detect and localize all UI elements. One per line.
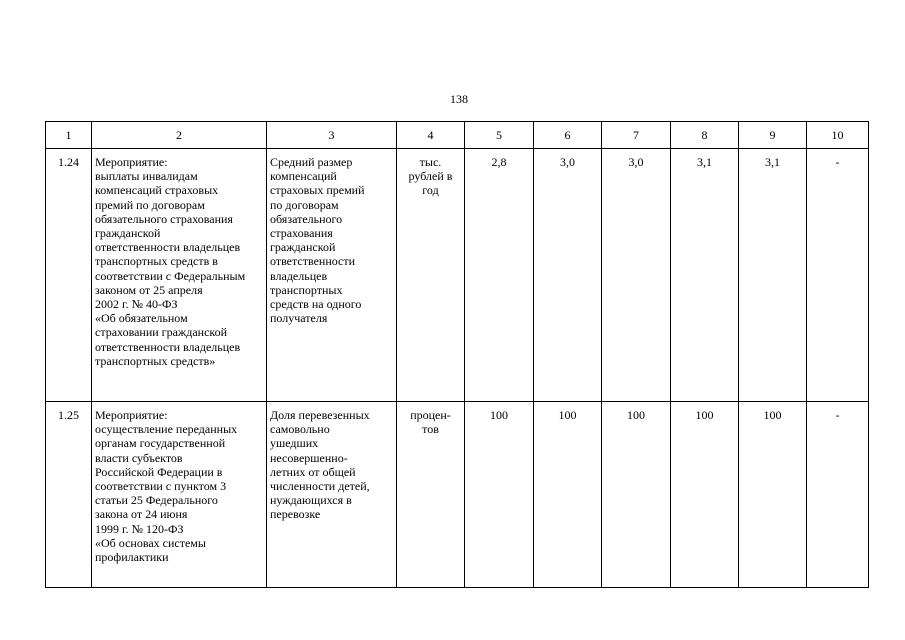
table-header-row xyxy=(46,122,869,149)
table-row xyxy=(46,149,869,402)
indicator-line: несовершенно- xyxy=(270,450,348,465)
value-cell: 100 xyxy=(602,402,671,588)
activity-line: соответствии с Федеральным xyxy=(95,268,246,283)
indicator-cell xyxy=(267,402,397,588)
indicator-cell xyxy=(267,149,397,402)
activity-line: Мероприятие: xyxy=(95,155,168,169)
activity-line: транспортных средств в xyxy=(95,254,218,269)
indicator-line: страхования xyxy=(270,226,333,241)
activity-cell xyxy=(92,149,267,402)
indicator-line: ушедших xyxy=(270,436,319,451)
activity-line: «Об обязательном xyxy=(95,311,188,326)
activity-line: «Об основах системы xyxy=(95,535,206,550)
column-header: 4 xyxy=(397,122,465,149)
indicator-line: владельцев xyxy=(270,268,328,283)
unit-cell xyxy=(397,402,465,588)
activity-line: осуществление переданных xyxy=(95,422,238,437)
indicator-line: численности детей, xyxy=(270,479,370,494)
activity-line: закона от 24 июня xyxy=(95,507,188,522)
indicator-line: летних от общей xyxy=(270,464,356,479)
unit-line: тыс. xyxy=(419,155,442,169)
indicator-line: Средний размер xyxy=(270,155,353,169)
activity-line: Российской Федерации в xyxy=(95,464,223,479)
indicator-line: страховых премий xyxy=(270,183,365,198)
value-cell: 2,8 xyxy=(465,149,534,402)
unit-line: год xyxy=(422,183,439,198)
activity-line: страховании гражданской xyxy=(95,325,228,340)
value-cell: 100 xyxy=(534,402,602,588)
unit-cell xyxy=(397,149,465,402)
column-header: 3 xyxy=(267,122,397,149)
unit-line: рублей в xyxy=(408,169,453,184)
unit-line: тов xyxy=(422,422,439,437)
value-cell: 100 xyxy=(739,402,807,588)
indicator-line: компенсаций xyxy=(270,169,337,184)
activity-line: законом от 25 апреля xyxy=(95,282,203,297)
activity-line: транспортных средств» xyxy=(95,353,216,368)
indicator-line: обязательного xyxy=(270,211,343,226)
activity-line: премий по договорам xyxy=(95,197,205,212)
value-cell: 3,0 xyxy=(534,149,602,402)
table-row xyxy=(46,402,869,588)
column-header: 5 xyxy=(465,122,534,149)
activity-line: профилактики xyxy=(95,550,169,565)
activity-line: статьи 25 Федерального xyxy=(95,493,218,508)
activity-line: соответствии с пунктом 3 xyxy=(95,479,227,494)
unit-line: процен- xyxy=(410,408,451,422)
column-header: 8 xyxy=(671,122,739,149)
activity-line: обязательного страхования xyxy=(95,211,233,226)
indicator-line: перевозке xyxy=(270,507,321,522)
value-cell: - xyxy=(807,149,869,402)
value-cell: 3,1 xyxy=(671,149,739,402)
value-cell: 3,0 xyxy=(602,149,671,402)
indicator-line: по договорам xyxy=(270,197,339,212)
indicator-line: самовольно xyxy=(270,422,330,437)
indicator-line: гражданской xyxy=(270,240,336,255)
activity-line: 1999 г. № 120-ФЗ xyxy=(95,521,184,536)
activity-line: 2002 г. № 40-ФЗ xyxy=(95,297,178,312)
column-header: 10 xyxy=(807,122,869,149)
page-number: 138 xyxy=(450,92,468,106)
column-header: 2 xyxy=(92,122,267,149)
activity-line: компенсаций страховых xyxy=(95,183,219,198)
activity-line: ответственности владельцев xyxy=(95,339,241,354)
value-cell: 100 xyxy=(671,402,739,588)
column-header: 7 xyxy=(602,122,671,149)
activity-line: Мероприятие: xyxy=(95,408,168,422)
activity-line: гражданской xyxy=(95,226,161,241)
activity-cell xyxy=(92,402,267,588)
indicator-line: ответственности xyxy=(270,254,356,269)
column-header: 9 xyxy=(739,122,807,149)
indicator-line: получателя xyxy=(270,311,328,326)
value-cell: 100 xyxy=(465,402,534,588)
activity-line: выплаты инвалидам xyxy=(95,169,198,184)
column-header: 6 xyxy=(534,122,602,149)
value-cell: 3,1 xyxy=(739,149,807,402)
activity-line: органам государственной xyxy=(95,436,226,451)
indicator-line: транспортных xyxy=(270,282,343,297)
indicator-line: средств на одного xyxy=(270,297,362,312)
row-number: 1.25 xyxy=(46,402,92,588)
column-header: 1 xyxy=(46,122,92,149)
row-number: 1.24 xyxy=(46,149,92,402)
activity-line: ответственности владельцев xyxy=(95,240,241,255)
indicator-line: Доля перевезенных xyxy=(270,408,370,422)
activity-line: власти субъектов xyxy=(95,450,183,465)
indicator-line: нуждающихся в xyxy=(270,493,352,508)
indicators-table xyxy=(45,121,869,588)
value-cell: - xyxy=(807,402,869,588)
